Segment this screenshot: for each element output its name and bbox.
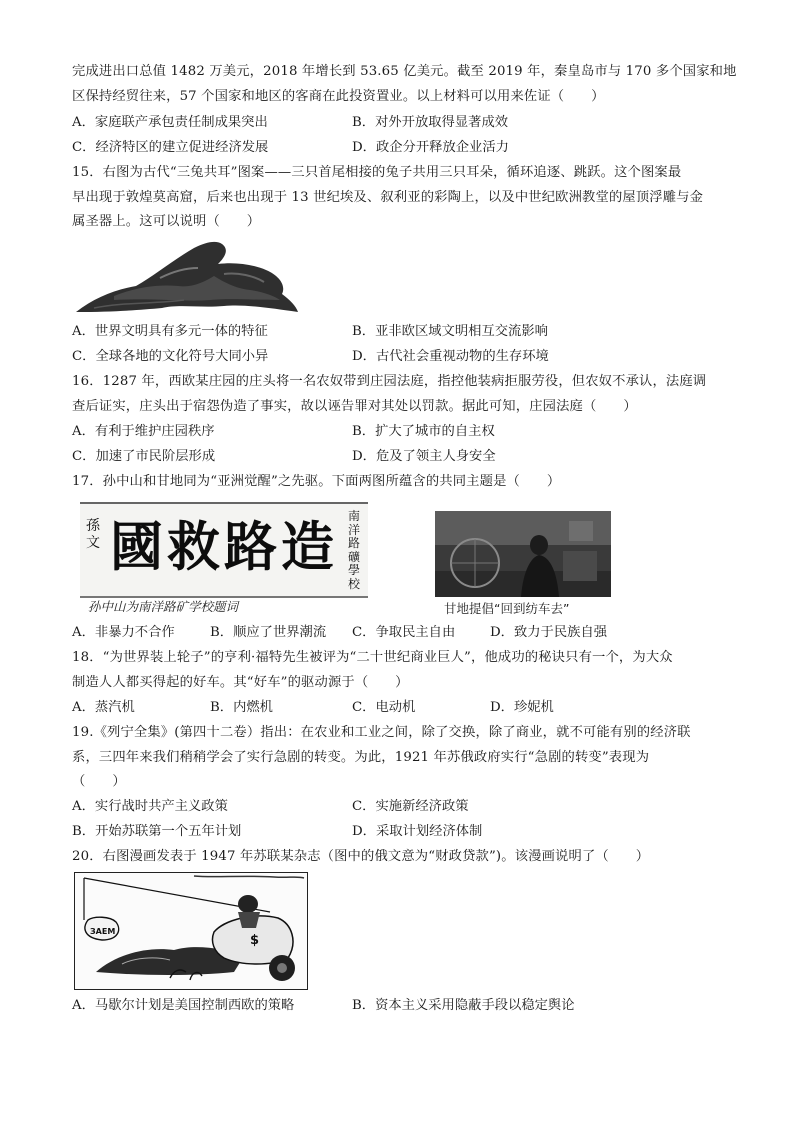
q20-stem-line-1: 20．右图漫画发表于 1947 年苏联某杂志（图中的俄文意为“财政贷款”)。该漫画说明了（ ）: [72, 849, 650, 864]
q17-option-a[interactable]: A．非暴力不合作: [72, 625, 175, 640]
q16-option-b[interactable]: B．扩大了城市的自主权: [352, 424, 495, 439]
q16-option-d[interactable]: D．危及了领主人身安全: [352, 449, 496, 464]
q14-option-a[interactable]: A．家庭联产承包责任制成果突出: [72, 115, 268, 130]
q17-option-d[interactable]: D．致力于民族自强: [490, 625, 608, 640]
q14-option-b[interactable]: B．对外开放取得显著成效: [352, 115, 509, 130]
q18-option-a[interactable]: A．蒸汽机: [72, 700, 135, 715]
q17-stem-line-1: 17．孙中山和甘地同为“亚洲觉醒”之先驱。下面两图所蕴含的共同主题是（ ）: [72, 474, 561, 489]
cartoon-dollar-symbol: $: [250, 933, 260, 948]
calligraphy-main-characters: 國救路造: [110, 516, 338, 578]
q19-stem-line-3: （ ）: [72, 774, 126, 789]
q14-text-line-2: 区保持经贸往来，57 个国家和地区的客商在此投资置业。以上材料可以用来佐证（ ）: [72, 89, 605, 104]
gandhi-spinning-wheel-photo: [435, 511, 611, 597]
q14-option-c[interactable]: C．经济特区的建立促进经济发展: [72, 140, 269, 155]
q15-stem-line-2: 早出现于敦煌莫高窟，后来也出现于 13 世纪埃及、叙利亚的彩陶上，以及中世纪欧洲教堂的屋顶浮雕与金: [72, 190, 704, 205]
q15-stem-line-1: 15．右图为古代“三兔共耳”图案——三只首尾相接的兔子共用三只耳朵，循环追逐、跳跃。这个图案最: [72, 165, 682, 180]
q15-option-c[interactable]: C．全球各地的文化符号大同小异: [72, 349, 269, 364]
gandhi-photo-caption: 甘地提倡“回到纺车去”: [444, 601, 570, 616]
q16-stem-line-2: 查后证实，庄头出于宿怨伪造了事实，故以诬告罪对其处以罚款。据此可知，庄园法庭（ ）: [72, 399, 637, 414]
q20-option-b[interactable]: B．资本主义采用隐蔽手段以稳定舆论: [352, 998, 575, 1013]
q19-option-c[interactable]: C．实施新经济政策: [352, 799, 469, 814]
q19-stem-line-2: 系，三四年来我们稍稍学会了实行急剧的转变。为此，1921 年苏俄政府实行“急剧的转变”表现为: [72, 750, 650, 765]
cartoon-loan-label: ЗАЕМ: [90, 927, 116, 936]
q18-option-d[interactable]: D．珍妮机: [490, 700, 554, 715]
calligraphy-signature: 孫文: [86, 518, 100, 551]
q19-option-a[interactable]: A．实行战时共产主义政策: [72, 799, 228, 814]
q16-option-c[interactable]: C．加速了市民阶层形成: [72, 449, 216, 464]
q19-option-d[interactable]: D．采取计划经济体制: [352, 824, 483, 839]
q17-option-b[interactable]: B．顺应了世界潮流: [210, 625, 327, 640]
q14-text-line-1: 完成进出口总值 1482 万美元，2018 年增长到 53.65 亿美元。截至 2019 年，秦皇岛市与 170 多个国家和地: [72, 64, 737, 79]
q18-stem-line-1: 18．“为世界装上轮子”的亨利·福特先生被评为“二十世纪商业巨人”，他成功的秘诀只有一个，为大众: [72, 650, 673, 665]
q15-stem-line-3: 属圣器上。这可以说明（ ）: [72, 214, 261, 229]
q15-option-d[interactable]: D．古代社会重视动物的生存环境: [352, 349, 549, 364]
q14-option-d[interactable]: D．政企分开释放企业活力: [352, 140, 509, 155]
calligraphy-side-inscription: 南洋路礦學校: [348, 509, 361, 591]
q16-option-a[interactable]: A．有利于维护庄园秩序: [72, 424, 215, 439]
q20-option-a[interactable]: A．马歇尔计划是美国控制西欧的策略: [72, 998, 295, 1013]
q19-option-b[interactable]: B．开始苏联第一个五年计划: [72, 824, 242, 839]
q16-stem-line-1: 16．1287 年，西欧某庄园的庄头将一名农奴带到庄园法庭，指控他装病拒服劳役，但农奴不承认，法庭调: [72, 374, 707, 389]
q15-option-b[interactable]: B．亚非欧区域文明相互交流影响: [352, 324, 548, 339]
q15-option-a[interactable]: A．世界文明具有多元一体的特征: [72, 324, 268, 339]
q18-option-c[interactable]: C．电动机: [352, 700, 416, 715]
calligraphy-caption: 孙中山为南洋路矿学校题词: [88, 599, 239, 614]
q19-stem-line-1: 19.《列宁全集》(第四十二卷）指出：在农业和工业之间，除了交换，除了商业，就不可能有别的经济联: [72, 725, 691, 740]
q18-stem-line-2: 制造人人都买得起的好车。其“好车”的驱动源于（ ）: [72, 675, 409, 690]
sun-yatsen-calligraphy-image: [80, 502, 368, 598]
soviet-cartoon-loan-image: [74, 872, 308, 990]
q18-option-b[interactable]: B．内燃机: [210, 700, 273, 715]
three-hares-image: [74, 238, 300, 316]
q17-option-c[interactable]: C．争取民主自由: [352, 625, 456, 640]
